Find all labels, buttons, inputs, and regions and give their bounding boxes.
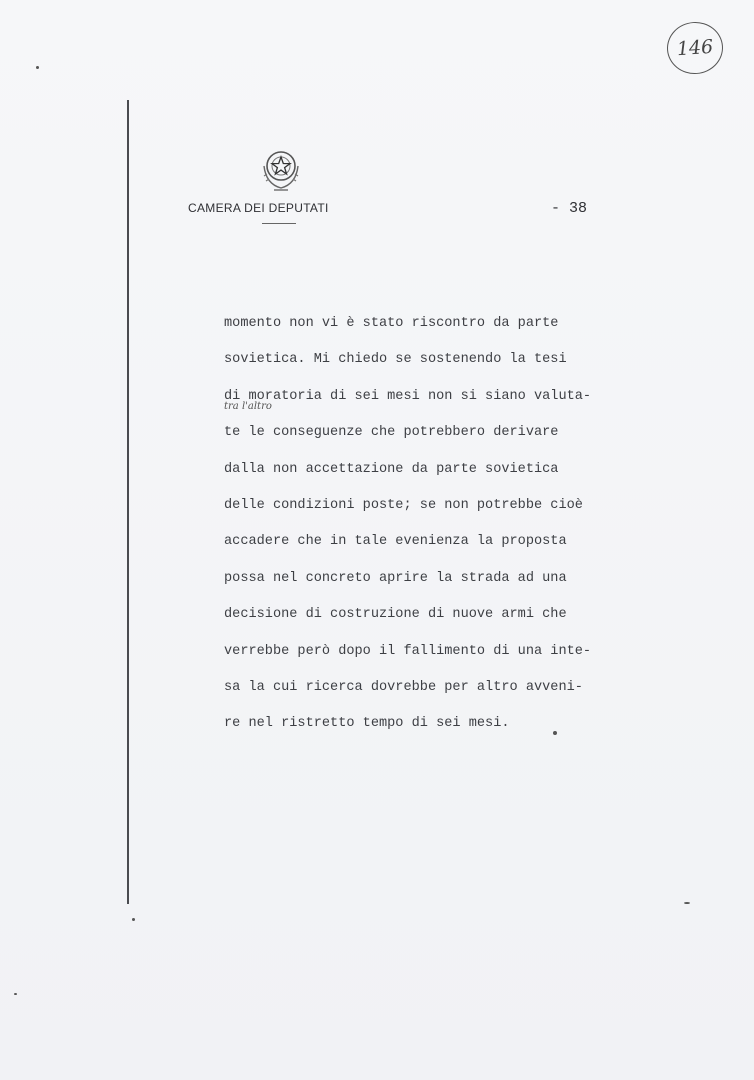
handwritten-insertion: tra l'altro bbox=[224, 401, 272, 412]
text-line: sa la cui ricerca dovrebbe per altro avveni- bbox=[224, 679, 583, 695]
text-line: accadere che in tale evenienza la proposta bbox=[224, 534, 567, 550]
page-stamp: 146 bbox=[665, 20, 724, 76]
text-line: delle condizioni poste; se non potrebbe cioè bbox=[224, 497, 583, 513]
text-line: decisione di costruzione di nuove armi che bbox=[224, 607, 567, 623]
paper-speck bbox=[36, 66, 39, 69]
italian-republic-emblem-icon bbox=[258, 144, 304, 194]
text-line: momento non vi è stato riscontro da parte bbox=[224, 316, 559, 331]
margin-line bbox=[127, 100, 129, 904]
header-title: CAMERA DEI DEPUTATI bbox=[188, 201, 329, 215]
header-divider bbox=[262, 223, 296, 224]
text-line: di moratoria di sei mesi non si siano valuta- bbox=[224, 388, 592, 404]
paper-speck bbox=[14, 993, 17, 995]
page-number: - 38 bbox=[551, 200, 588, 217]
text-line: verrebbe però dopo il fallimento di una inte- bbox=[224, 643, 592, 659]
body-text bbox=[224, 306, 644, 743]
text-line: possa nel concreto aprire la strada ad una bbox=[224, 570, 567, 586]
paper-speck bbox=[132, 918, 135, 921]
text-line: re nel ristretto tempo di sei mesi. bbox=[224, 716, 510, 732]
text-line: te le conseguenze che potrebbero derivare bbox=[224, 425, 559, 441]
text-line: dalla non accettazione da parte sovietica bbox=[224, 461, 559, 477]
paper-speck bbox=[684, 902, 690, 904]
text-line: sovietica. Mi chiedo se sostenendo la tesi bbox=[224, 352, 567, 368]
paper-speck bbox=[553, 731, 557, 735]
